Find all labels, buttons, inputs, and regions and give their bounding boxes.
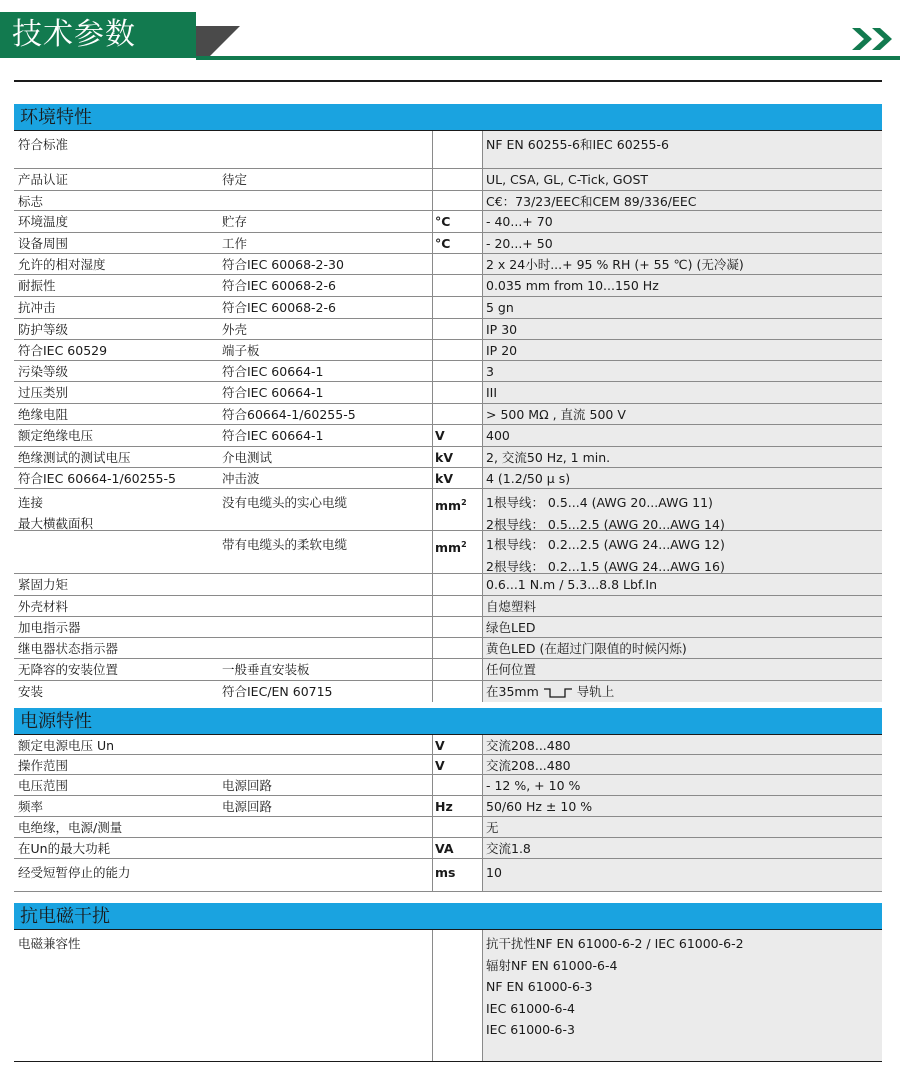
row-label: 环境温度: [18, 214, 69, 229]
row-label: 操作范围: [18, 758, 69, 773]
row-value: III: [483, 382, 882, 403]
row-condition: 电源回路: [222, 799, 273, 814]
table-row: [14, 233, 882, 254]
row-value: 2, 交流50 Hz, 1 min.: [483, 447, 882, 467]
row-value: 1根导线： 0.2...2.5 (AWG 24...AWG 12) 2根导线： 0.2...1.5 (AWG 24...AWG 16): [483, 531, 882, 573]
row-value: 4 (1.2/50 μ s): [483, 468, 882, 488]
row-unit: [433, 131, 483, 168]
table-row: [14, 319, 882, 340]
row-label: 电压范围: [18, 778, 69, 793]
row-unit: [433, 775, 483, 795]
row-condition: [222, 617, 433, 637]
row-value: - 20...+ 50: [483, 233, 882, 253]
row-condition: 符合60664-1/60255-5: [222, 407, 356, 422]
row-unit: °C: [433, 211, 483, 232]
table-row: [14, 659, 882, 681]
row-label: 允许的相对湿度: [18, 257, 106, 272]
row-label: 符合IEC 60529: [18, 343, 108, 358]
row-condition: 带有电缆头的柔软电缆: [222, 537, 348, 552]
table-row: [14, 755, 882, 775]
section-title: 抗电磁干扰: [14, 903, 882, 930]
row-label: 绝缘测试的测试电压: [18, 450, 131, 465]
row-label: 污染等级: [18, 364, 69, 379]
row-unit: kV: [433, 468, 483, 488]
row-label: 符合标准: [18, 137, 69, 152]
row-label: 额定电源电压 Un: [18, 738, 115, 753]
row-condition: [222, 838, 433, 858]
row-label: 耐振性: [18, 278, 56, 293]
row-unit: [433, 319, 483, 339]
din-rail-icon: [543, 687, 573, 699]
row-unit: [433, 169, 483, 190]
row-value: 在35mm 导轨上: [483, 681, 882, 702]
row-value: 交流208...480: [483, 755, 882, 774]
table-row: [14, 211, 882, 233]
row-condition: [222, 859, 433, 891]
row-value: 绿色LED: [483, 617, 882, 637]
top-divider: [14, 80, 882, 82]
table-row: [14, 404, 882, 425]
section-title: 电源特性: [14, 708, 882, 735]
row-value: 交流1.8: [483, 838, 882, 858]
table-row: [14, 191, 882, 211]
row-condition: 电源回路: [222, 778, 273, 793]
row-unit: [433, 297, 483, 318]
row-label: 加电指示器: [18, 620, 81, 635]
row-unit: [433, 254, 483, 274]
row-condition: [222, 735, 433, 754]
row-unit: [433, 596, 483, 616]
env-rows-2: [14, 574, 882, 681]
row-label: 无降容的安装位置: [18, 662, 119, 677]
row-label: 过压类别: [18, 385, 69, 400]
row-value: 10: [483, 859, 882, 891]
table-row: [14, 817, 882, 838]
row-condition: [222, 596, 433, 616]
row-condition: 冲击波: [222, 471, 260, 486]
row-label: 安装: [18, 684, 44, 699]
row-unit: $mm^2$: [433, 489, 483, 530]
double-chevron-right-icon: [852, 26, 898, 52]
row-label: 符合IEC 60664-1/60255-5: [18, 471, 176, 486]
table-row: [14, 930, 882, 1062]
row-label: 在Un的最大功耗: [18, 841, 111, 856]
row-unit: [433, 275, 483, 296]
table-row: [14, 596, 882, 617]
row-unit: $mm^2$: [433, 531, 483, 573]
row-label: 绝缘电阻: [18, 407, 69, 422]
row-condition: [222, 191, 433, 210]
row-label: 电磁兼容性: [18, 936, 81, 951]
row-value: IP 30: [483, 319, 882, 339]
section-emc: [14, 903, 882, 1062]
table-row: [14, 254, 882, 275]
table-row: [14, 617, 882, 638]
table-row: [14, 681, 882, 702]
row-unit: V: [433, 425, 483, 446]
row-unit: [433, 638, 483, 658]
table-row: [14, 859, 882, 892]
row-value: C€：73/23/EEC和CEM 89/336/EEC: [483, 191, 882, 210]
row-value: 3: [483, 361, 882, 381]
table-row: [14, 447, 882, 468]
row-value: - 40...+ 70: [483, 211, 882, 232]
row-value: 任何位置: [483, 659, 882, 680]
table-row: [14, 489, 882, 531]
row-condition: 没有电缆头的实心电缆: [222, 495, 348, 510]
row-unit: [433, 659, 483, 680]
header-wedge-icon: [196, 26, 240, 58]
row-unit: [433, 361, 483, 381]
row-unit: V: [433, 755, 483, 774]
table-row: [14, 531, 882, 574]
table-row: [14, 131, 882, 169]
row-unit: °C: [433, 233, 483, 253]
row-value: 0.6...1 N.m / 5.3...8.8 Lbf.In: [483, 574, 882, 595]
row-value: 抗干扰性NF EN 61000-6-2 / IEC 61000-6-2 辐射NF EN 61000-6-4 NF EN 61000-6-3 IEC 61000-6-4 IEC 61000-6-3: [483, 930, 882, 1061]
row-value: 5 gn: [483, 297, 882, 318]
row-condition: 符合IEC 60664-1: [222, 364, 324, 379]
row-condition: 符合IEC 60664-1: [222, 385, 324, 400]
row-value: 0.035 mm from 10...150 Hz: [483, 275, 882, 296]
row-label: 外壳材料: [18, 599, 69, 614]
section-title: 环境特性: [14, 104, 882, 131]
row-condition: [222, 638, 433, 658]
row-unit: [433, 382, 483, 403]
row-unit: [433, 817, 483, 837]
row-unit: [433, 340, 483, 360]
page-title: 技术参数: [12, 17, 136, 52]
table-row: [14, 425, 882, 447]
row-label: 设备周围: [18, 236, 69, 251]
row-unit: ms: [433, 859, 483, 891]
header-rule: [196, 56, 900, 60]
row-condition: [222, 817, 433, 837]
table-row: [14, 275, 882, 297]
row-label: 最大横截面积: [18, 516, 94, 531]
table-row: [14, 574, 882, 596]
row-value: 交流208...480: [483, 735, 882, 754]
row-value: - 12 %, + 10 %: [483, 775, 882, 795]
row-label: 防护等级: [18, 322, 69, 337]
row-condition: 符合IEC 60068-2-6: [222, 278, 336, 293]
row-value: UL, CSA, GL, C-Tick, GOST: [483, 169, 882, 190]
row-label: 继电器状态指示器: [18, 641, 119, 656]
table-row: [14, 838, 882, 859]
table-row: [14, 169, 882, 191]
table-row: [14, 361, 882, 382]
row-label: 额定绝缘电压: [18, 428, 94, 443]
row-value: IP 20: [483, 340, 882, 360]
row-condition: 符合IEC/EN 60715: [222, 684, 333, 699]
section-environment: [14, 104, 882, 702]
row-unit: [433, 191, 483, 210]
env-rows: [14, 131, 882, 489]
row-unit: V: [433, 735, 483, 754]
row-value: 50/60 Hz ± 10 %: [483, 796, 882, 816]
row-unit: [433, 574, 483, 595]
table-row: [14, 468, 882, 489]
row-value: 无: [483, 817, 882, 837]
row-label: 频率: [18, 799, 44, 814]
table-row: [14, 382, 882, 404]
table-row: [14, 775, 882, 796]
row-value: NF EN 60255-6和IEC 60255-6: [483, 131, 882, 168]
row-condition: 贮存: [222, 214, 248, 229]
table-row: [14, 638, 882, 659]
row-condition: [222, 131, 433, 168]
row-condition: 外壳: [222, 322, 248, 337]
row-unit: VA: [433, 838, 483, 858]
row-label: 标志: [18, 194, 44, 209]
row-unit: Hz: [433, 796, 483, 816]
table-row: [14, 735, 882, 755]
row-condition: [222, 574, 433, 595]
row-condition: 工作: [222, 236, 248, 251]
row-unit: [433, 617, 483, 637]
table-row: [14, 297, 882, 319]
row-condition: 介电测试: [222, 450, 273, 465]
row-value: 400: [483, 425, 882, 446]
row-condition: 符合IEC 60664-1: [222, 428, 324, 443]
table-row: [14, 796, 882, 817]
row-condition: 一般垂直安装板: [222, 662, 310, 677]
power-rows: [14, 735, 882, 892]
table-row: [14, 340, 882, 361]
row-condition: 待定: [222, 172, 248, 187]
row-condition: [222, 755, 433, 774]
row-label: 经受短暂停止的能力: [18, 865, 131, 880]
row-condition: 符合IEC 60068-2-30: [222, 257, 344, 272]
row-label: 电绝缘，电源/测量: [18, 820, 123, 835]
row-label: 连接: [18, 495, 44, 510]
row-unit: [433, 404, 483, 424]
row-label: 产品认证: [18, 172, 69, 187]
row-label: 抗冲击: [18, 300, 56, 315]
row-value: 1根导线： 0.5...4 (AWG 20...AWG 11) 2根导线： 0.5...2.5 (AWG 20...AWG 14): [483, 489, 882, 530]
row-value: 2 x 24小时...+ 95 % RH (+ 55 ℃) (无冷凝): [483, 254, 882, 274]
row-value: 黄色LED (在超过门限值的时候闪烁): [483, 638, 882, 658]
row-condition: 符合IEC 60068-2-6: [222, 300, 336, 315]
section-power: [14, 708, 882, 892]
row-unit: kV: [433, 447, 483, 467]
row-value: > 500 MΩ , 直流 500 V: [483, 404, 882, 424]
row-condition: 端子板: [222, 343, 260, 358]
row-value: 自熄塑料: [483, 596, 882, 616]
row-label: 紧固力矩: [18, 577, 69, 592]
